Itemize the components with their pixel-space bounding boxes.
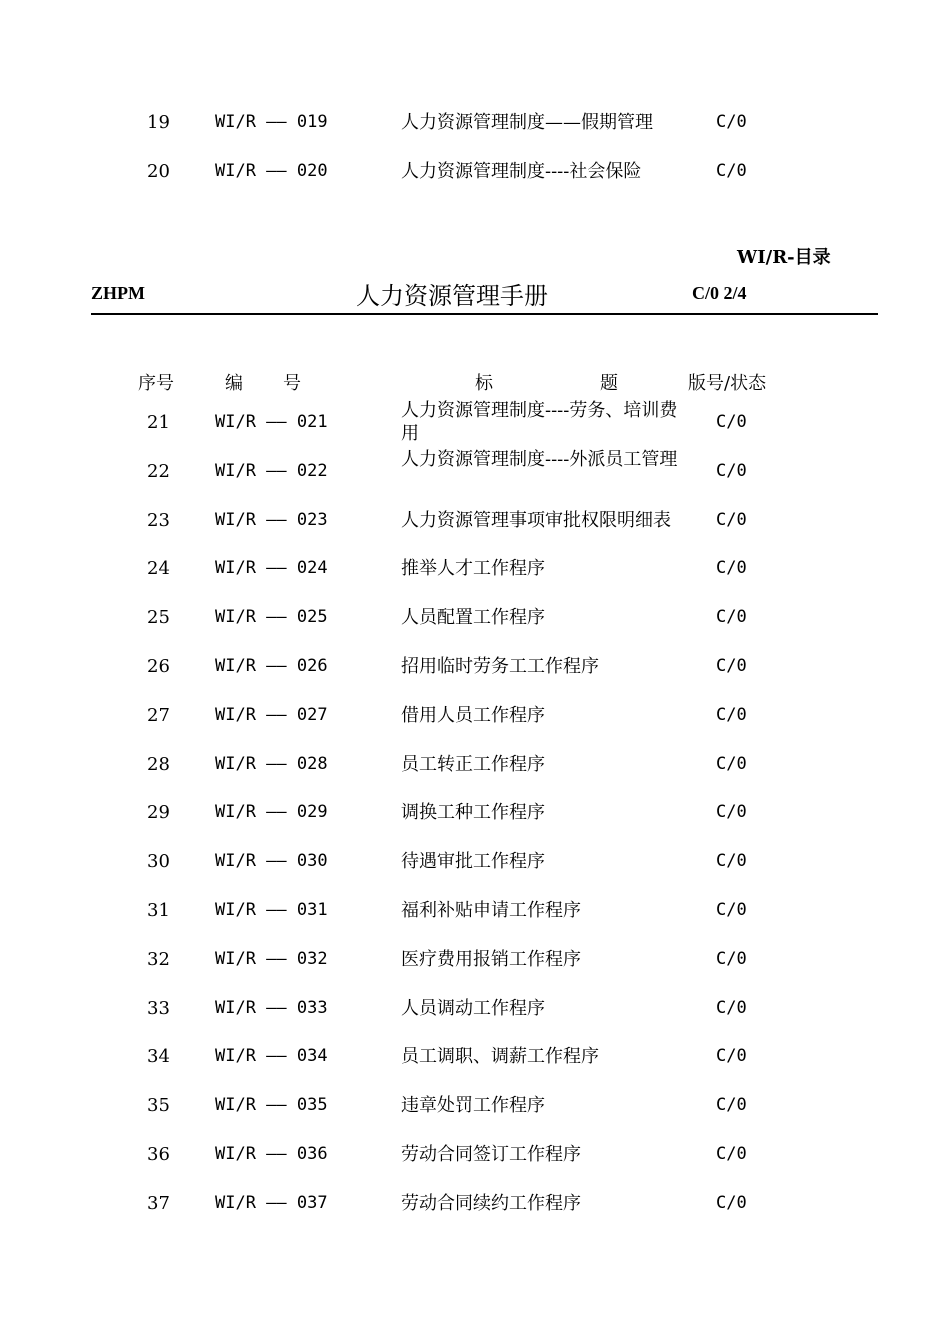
header-rule bbox=[91, 313, 878, 315]
row-number: 33 bbox=[147, 998, 170, 1019]
page-number: C/0 2/4 bbox=[692, 283, 747, 303]
row-version: C/0 bbox=[716, 900, 747, 920]
row-version: C/0 bbox=[716, 851, 747, 871]
table-row bbox=[0, 1192, 950, 1238]
table-row bbox=[0, 655, 950, 701]
col-header-title-a: 标 bbox=[475, 373, 493, 394]
row-title: 员工调职、调薪工作程序 bbox=[401, 1046, 599, 1067]
table-row bbox=[0, 1143, 950, 1189]
row-title: 人力资源管理制度——假期管理 bbox=[401, 112, 653, 133]
row-number: 37 bbox=[147, 1193, 170, 1214]
row-title: 人员配置工作程序 bbox=[401, 607, 545, 628]
org-code: ZHPM bbox=[91, 283, 145, 303]
row-version: C/0 bbox=[716, 949, 747, 969]
row-number: 25 bbox=[147, 607, 170, 628]
table-row bbox=[0, 557, 950, 603]
row-version: C/0 bbox=[716, 705, 747, 725]
row-code: WI/R —— 031 bbox=[215, 900, 328, 920]
row-title: 员工转正工作程序 bbox=[401, 754, 545, 775]
row-code: WI/R —— 036 bbox=[215, 1144, 328, 1164]
row-code: WI/R —— 024 bbox=[215, 558, 328, 578]
row-number: 22 bbox=[147, 461, 170, 482]
table-row bbox=[0, 948, 950, 994]
row-number: 24 bbox=[147, 558, 170, 579]
row-version: C/0 bbox=[716, 412, 747, 432]
row-version: C/0 bbox=[716, 558, 747, 578]
col-header-code-a: 编 bbox=[225, 373, 243, 394]
row-code: WI/R —— 022 bbox=[215, 461, 328, 481]
row-code: WI/R —— 033 bbox=[215, 998, 328, 1018]
row-number: 29 bbox=[147, 802, 170, 823]
row-title: 借用人员工作程序 bbox=[401, 705, 545, 726]
row-number: 19 bbox=[147, 112, 170, 133]
row-version: C/0 bbox=[716, 161, 747, 181]
table-row bbox=[0, 753, 950, 799]
row-version: C/0 bbox=[716, 656, 747, 676]
row-code: WI/R —— 019 bbox=[215, 112, 328, 132]
row-code: WI/R —— 029 bbox=[215, 802, 328, 822]
row-title: 医疗费用报销工作程序 bbox=[401, 949, 581, 970]
row-version: C/0 bbox=[716, 112, 747, 132]
row-version: C/0 bbox=[716, 802, 747, 822]
row-version: C/0 bbox=[716, 1144, 747, 1164]
row-version: C/0 bbox=[716, 607, 747, 627]
table-row bbox=[0, 850, 950, 896]
row-code: WI/R —— 020 bbox=[215, 161, 328, 181]
row-number: 34 bbox=[147, 1046, 170, 1067]
row-code: WI/R —— 034 bbox=[215, 1046, 328, 1066]
table-row bbox=[0, 704, 950, 750]
table-row bbox=[0, 801, 950, 847]
row-number: 23 bbox=[147, 510, 170, 531]
row-version: C/0 bbox=[716, 754, 747, 774]
table-row bbox=[0, 997, 950, 1043]
row-code: WI/R —— 035 bbox=[215, 1095, 328, 1115]
row-code: WI/R —— 037 bbox=[215, 1193, 328, 1213]
row-title: 人员调动工作程序 bbox=[401, 998, 545, 1019]
row-title: 违章处罚工作程序 bbox=[401, 1095, 545, 1116]
row-title: 人力资源管理制度----劳务、培训费用 bbox=[401, 400, 678, 444]
row-version: C/0 bbox=[716, 1193, 747, 1213]
table-row bbox=[0, 1045, 950, 1091]
row-title: 福利补贴申请工作程序 bbox=[401, 900, 581, 921]
row-number: 20 bbox=[147, 161, 170, 182]
manual-title: 人力资源管理手册 bbox=[356, 282, 548, 310]
row-number: 21 bbox=[147, 412, 170, 433]
table-row bbox=[0, 509, 950, 555]
row-number: 36 bbox=[147, 1144, 170, 1165]
row-number: 30 bbox=[147, 851, 170, 872]
row-number: 28 bbox=[147, 754, 170, 775]
row-title: 劳动合同续约工作程序 bbox=[401, 1193, 581, 1214]
table-row bbox=[0, 899, 950, 945]
top-row-1 bbox=[0, 111, 950, 157]
row-code: WI/R —— 032 bbox=[215, 949, 328, 969]
row-number: 32 bbox=[147, 949, 170, 970]
row-version: C/0 bbox=[716, 998, 747, 1018]
row-title: 劳动合同签订工作程序 bbox=[401, 1144, 581, 1165]
row-title: 待遇审批工作程序 bbox=[401, 851, 545, 872]
row-number: 31 bbox=[147, 900, 170, 921]
table-row bbox=[0, 449, 950, 506]
doc-code: WI/R-目录 bbox=[737, 247, 831, 268]
row-title: 调换工种工作程序 bbox=[401, 802, 545, 823]
row-version: C/0 bbox=[716, 1095, 747, 1115]
row-title: 人力资源管理制度----社会保险 bbox=[401, 161, 642, 182]
row-version: C/0 bbox=[716, 510, 747, 530]
row-code: WI/R —— 023 bbox=[215, 510, 328, 530]
row-code: WI/R —— 028 bbox=[215, 754, 328, 774]
col-header-number: 序号 bbox=[138, 373, 174, 394]
top-row-2 bbox=[0, 160, 950, 206]
table-row bbox=[0, 606, 950, 652]
col-header-version: 版号/状态 bbox=[688, 373, 767, 394]
row-version: C/0 bbox=[716, 1046, 747, 1066]
table-row bbox=[0, 1094, 950, 1140]
row-code: WI/R —— 027 bbox=[215, 705, 328, 725]
row-title: 推举人才工作程序 bbox=[401, 558, 545, 579]
col-header-title-b: 题 bbox=[600, 373, 618, 394]
row-code: WI/R —— 030 bbox=[215, 851, 328, 871]
row-title: 人力资源管理事项审批权限明细表 bbox=[401, 510, 671, 531]
row-code: WI/R —— 021 bbox=[215, 412, 328, 432]
row-code: WI/R —— 025 bbox=[215, 607, 328, 627]
row-code: WI/R —— 026 bbox=[215, 656, 328, 676]
col-header-code-b: 号 bbox=[283, 373, 301, 394]
row-number: 35 bbox=[147, 1095, 170, 1116]
row-title: 人力资源管理制度----外派员工管理 bbox=[401, 449, 678, 470]
row-number: 26 bbox=[147, 656, 170, 677]
row-version: C/0 bbox=[716, 461, 747, 481]
row-number: 27 bbox=[147, 705, 170, 726]
row-title: 招用临时劳务工工作程序 bbox=[401, 656, 599, 677]
